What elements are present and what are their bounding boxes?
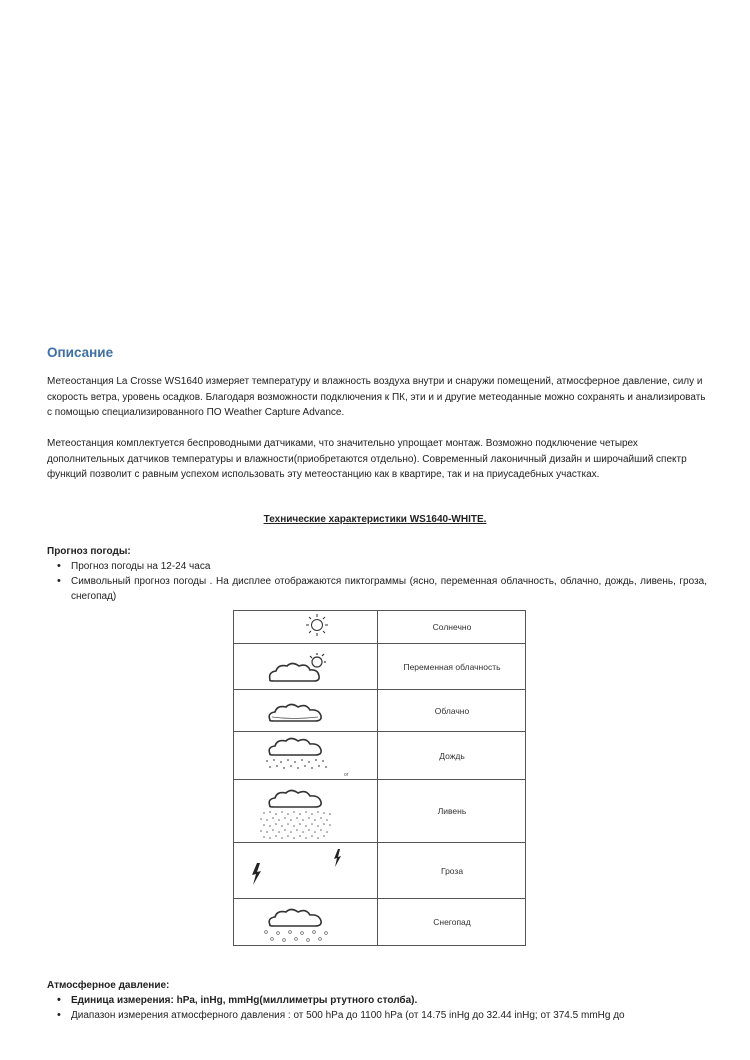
pressure-list xyxy=(57,993,707,1023)
table-row xyxy=(234,611,525,644)
table-cell-icon xyxy=(234,780,378,842)
weather-icons-table xyxy=(233,610,526,946)
list-item: • Прогноз погоды на 12-24 часа xyxy=(57,559,707,574)
table-row xyxy=(234,899,525,945)
list-item: • Диапазон измерения атмосферного давления : от 500 hPa до 1100 hPa (от 14.75 inHg до 32.44 inHg; от 374.5 mmHg до xyxy=(57,1008,707,1023)
table-cell-icon xyxy=(234,732,378,779)
table-cell-icon xyxy=(234,644,378,689)
table-cell-icon xyxy=(234,843,378,898)
table-cell-label: Дождь xyxy=(439,750,465,761)
description-paragraph-1: Метеостанция La Crosse WS1640 измеряет температуру и влажность воздуха внутри и снаружи помещений, атмосферное давление, силу и скорость ветра, уровень осадков. Благодаря возможности подключения к ПК, эти и и другие метеоданные можно сохранять и анализировать с помощью специализированного ПО Weather Capture Advance. xyxy=(47,376,706,418)
cloud-icon xyxy=(234,690,378,732)
table-cell-label: Облачно xyxy=(434,705,470,716)
or-note: or xyxy=(344,772,349,778)
snow-icon xyxy=(234,899,378,945)
sun-icon xyxy=(234,611,378,644)
table-row xyxy=(234,644,525,690)
table-row xyxy=(234,690,525,732)
description-paragraph-2: Метеостанция комплектуется беспроводными датчиками, что значительно упрощает монтаж. Возможно подключение четырех дополнительных датчиков температуры и влажности(приобретаются отдельно). Современный лаконичный дизайн и широчайший спектр функций позволит с равным успехом использовать эту метеостанцию как в квартире, так и на приусадебных участках. xyxy=(47,438,687,480)
heavy-rain-icon xyxy=(234,780,378,843)
table-cell-label: Гроза xyxy=(440,865,464,876)
tech-specs-title: Технические характеристики WS1640-WHITE. xyxy=(263,514,487,525)
pressure-heading: Атмосферное давление: xyxy=(47,980,170,991)
table-row xyxy=(234,843,525,899)
section-title: Описание xyxy=(47,345,114,360)
table-row xyxy=(234,780,525,843)
list-item: • Единица измерения: hPa, inHg, mmHg(миллиметры ртутного столба). xyxy=(57,993,707,1008)
table-cell-icon xyxy=(234,690,378,731)
partly-cloudy-icon xyxy=(234,644,378,690)
table-cell-icon xyxy=(234,611,378,643)
list-item: • Символьный прогноз погоды . На дисплее отображаются пиктограммы (ясно, переменная облачность, облачно, дождь, ливень, гроза, снегопад) xyxy=(57,574,707,604)
thunder-icon xyxy=(234,843,378,899)
table-row xyxy=(234,732,525,780)
table-cell-label: Снегопад xyxy=(433,917,471,927)
forecast-heading: Прогноз погоды: xyxy=(47,546,131,557)
forecast-list xyxy=(57,559,707,604)
rain-icon xyxy=(234,732,378,780)
table-cell-icon xyxy=(234,899,378,945)
table-cell-label: Солнечно xyxy=(432,622,472,632)
table-cell-label: Ливень xyxy=(437,806,467,816)
table-cell-label: Переменная облачность xyxy=(403,661,501,672)
